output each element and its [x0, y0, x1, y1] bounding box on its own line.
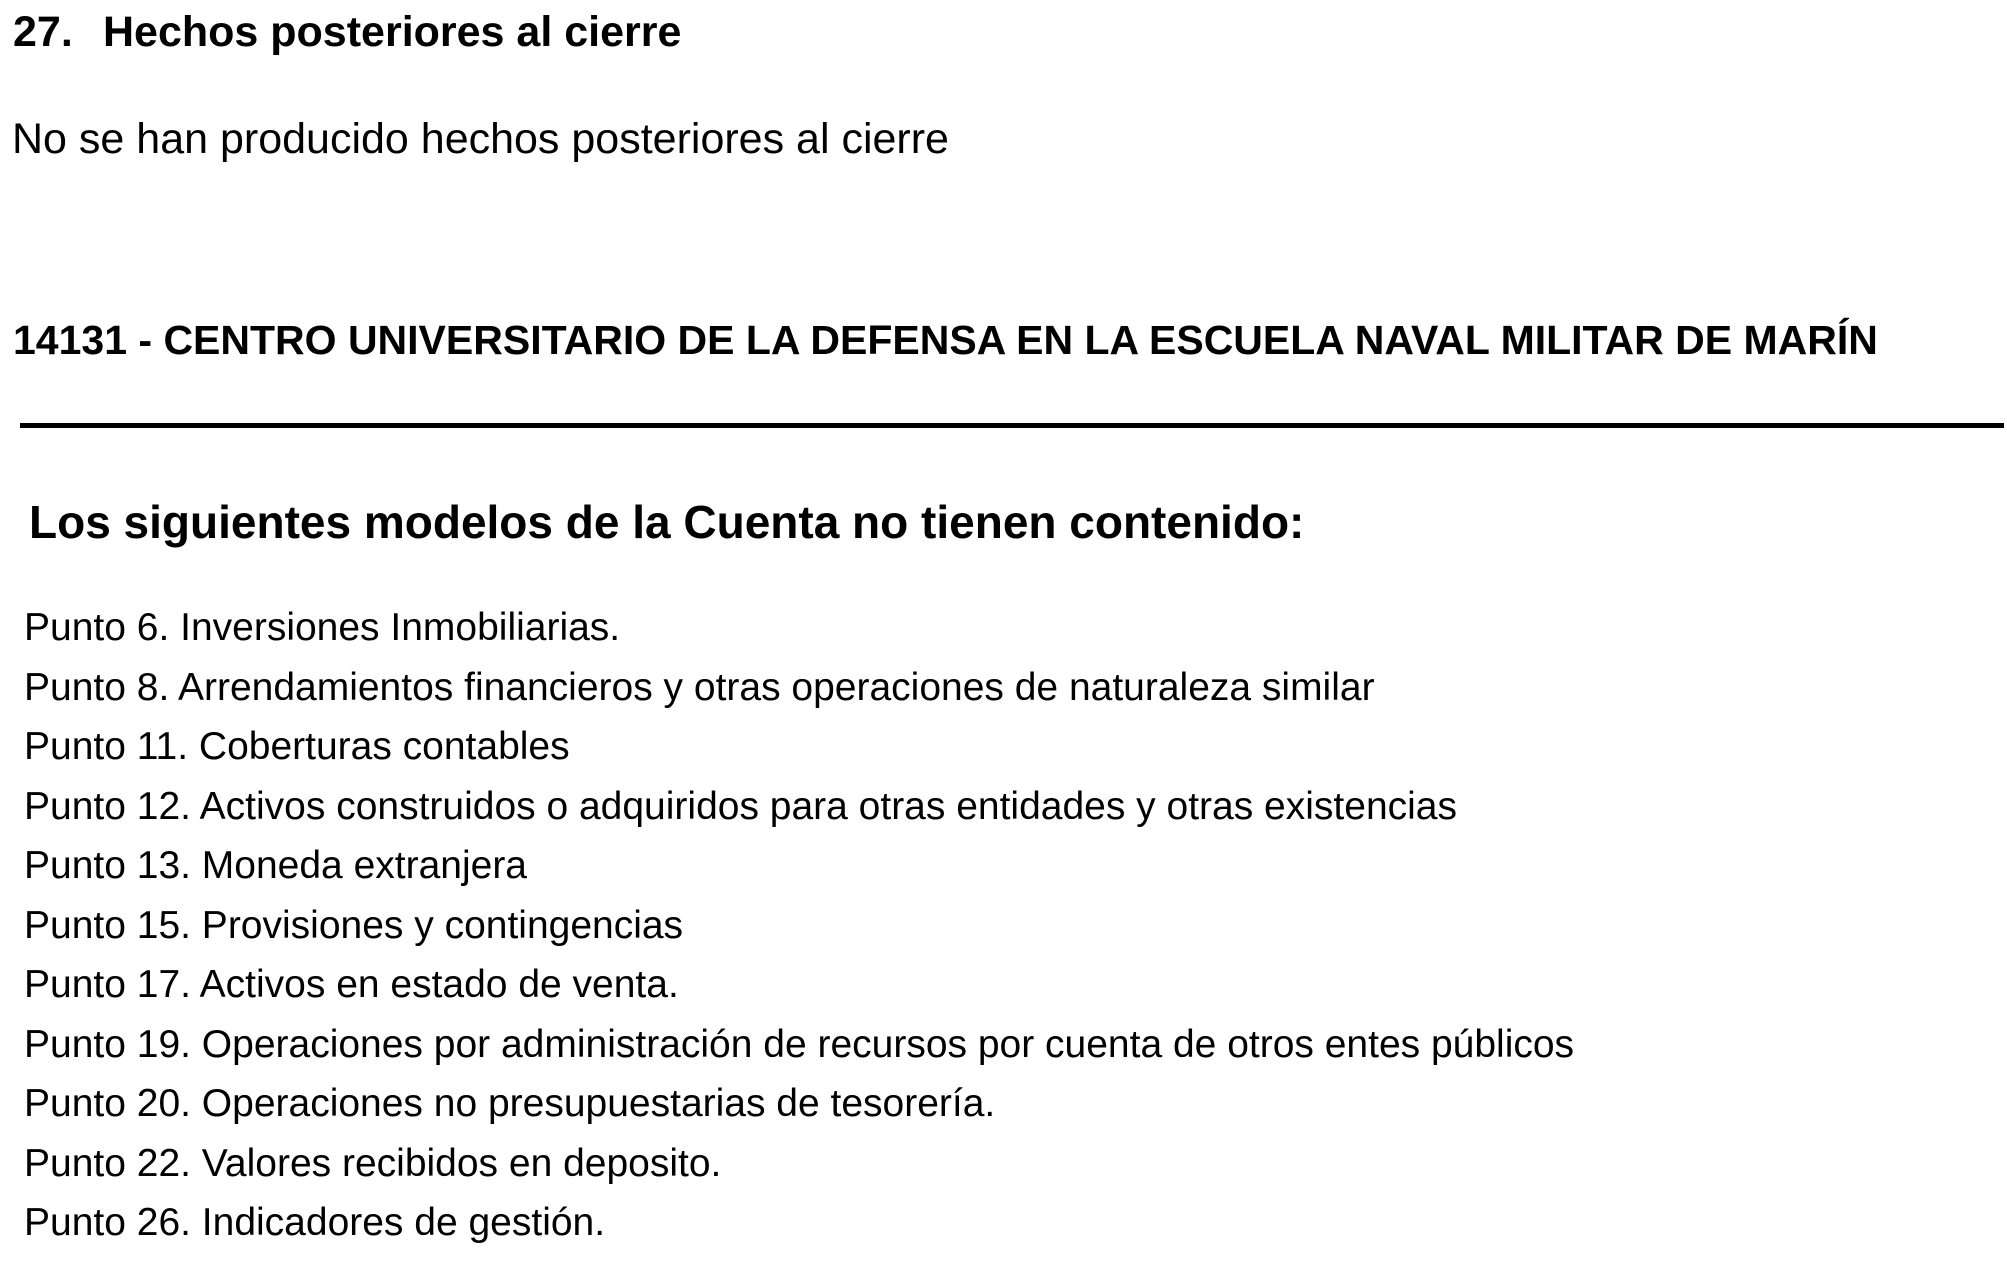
section-heading	[13, 4, 681, 60]
list-item: Punto 17. Activos en estado de venta.	[24, 963, 679, 1006]
models-list	[24, 598, 1574, 1253]
list-item: Punto 26. Indicadores de gestión.	[24, 1201, 606, 1244]
models-heading: Los siguientes modelos de la Cuenta no tienen contenido:	[29, 496, 1305, 548]
list-item: Punto 19. Operaciones por administración de recursos por cuenta de otros entes públicos	[24, 1022, 1575, 1066]
list-item: Punto 8. Arrendamientos financieros y otras operaciones de naturaleza similar	[24, 665, 1375, 709]
list-item: Punto 20. Operaciones no presupuestarias de tesorería.	[24, 1082, 996, 1125]
section-number: 27.	[13, 8, 73, 56]
section-title: Hechos posteriores al cierre	[103, 8, 682, 56]
list-item: Punto 6. Inversiones Inmobiliarias.	[24, 606, 621, 649]
list-item: Punto 11. Coberturas contables	[24, 725, 570, 768]
list-item: Punto 12. Activos construidos o adquiridos para otras entidades y otras existencias	[24, 784, 1457, 828]
horizontal-divider	[20, 423, 2004, 428]
entity-title: 14131 - CENTRO UNIVERSITARIO DE LA DEFENSA EN LA ESCUELA NAVAL MILITAR DE MARÍN	[13, 317, 1878, 363]
list-item: Punto 22. Valores recibidos en deposito.	[24, 1141, 722, 1185]
list-item: Punto 15. Provisiones y contingencias	[24, 903, 684, 947]
section-text: No se han producido hechos posteriores al cierre	[12, 115, 949, 163]
list-item: Punto 13. Moneda extranjera	[24, 844, 528, 887]
